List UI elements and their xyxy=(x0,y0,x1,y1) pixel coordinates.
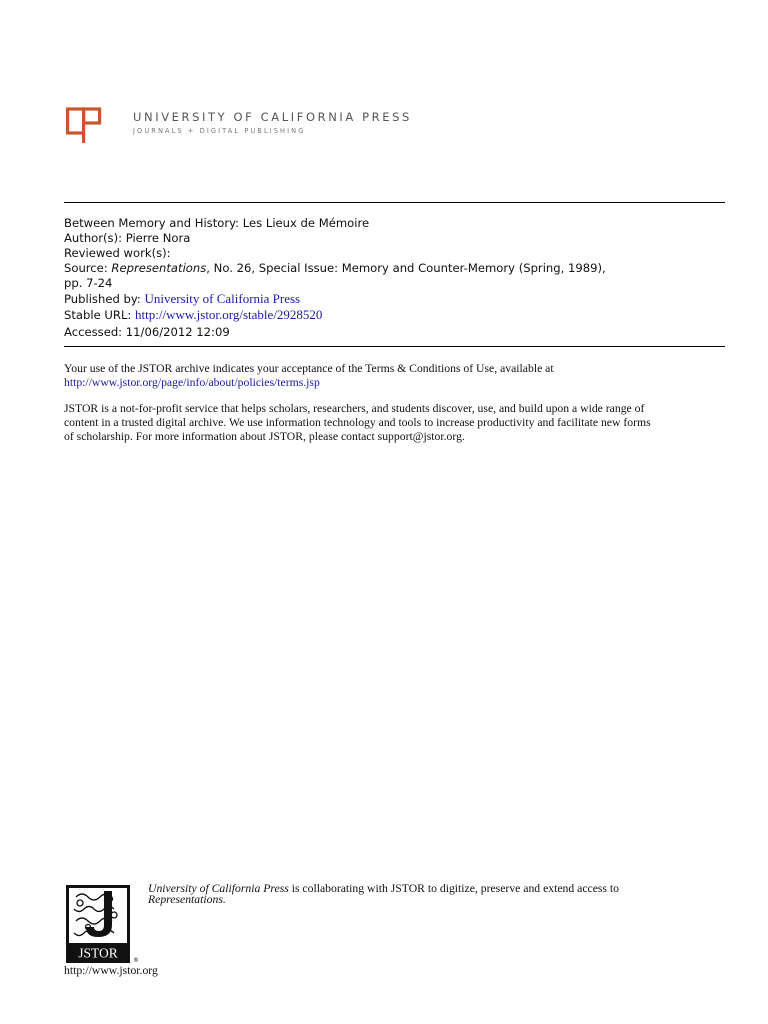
svg-text:®: ® xyxy=(133,957,139,964)
terms-link[interactable]: http://www.jstor.org/page/info/about/policies/terms.jsp xyxy=(64,376,320,389)
collaboration-statement: is collaborating with JSTOR to digitize, preserve and extend access to xyxy=(288,882,619,895)
published-by-line xyxy=(64,291,724,307)
terms-text: Your use of the JSTOR archive indicates your acceptance of the Terms & Conditions of Use, available at xyxy=(64,362,554,375)
collaboration-text xyxy=(148,883,708,905)
jstor-about-line-2: content in a trusted digital archive. We use information technology and tools to increase productivity and facilitate new forms xyxy=(64,416,651,429)
authors-value: Pierre Nora xyxy=(125,231,191,245)
jstor-about xyxy=(64,402,734,444)
accessed-label: Accessed: xyxy=(64,325,123,339)
collaboration-journal: Representations. xyxy=(148,893,226,906)
terms-notice xyxy=(64,362,734,390)
stable-url-line xyxy=(64,307,724,323)
stable-url-link[interactable]: http://www.jstor.org/stable/2928520 xyxy=(135,307,323,322)
authors-line xyxy=(64,231,724,246)
accessed-value: 11/06/2012 12:09 xyxy=(125,325,230,339)
jstor-about-line-3: of scholarship. For more information about JSTOR, please contact support@jstor.org. xyxy=(64,430,465,443)
jstor-home-url: http://www.jstor.org xyxy=(64,964,158,977)
publisher-name: UNIVERSITY OF CALIFORNIA PRESS xyxy=(133,110,412,124)
jstor-logo-wordmark: JSTOR xyxy=(78,945,118,961)
citation-block xyxy=(64,216,724,340)
publisher-link[interactable]: University of California Press xyxy=(144,291,301,306)
source-line xyxy=(64,261,724,276)
collaboration-publisher: University of California Press xyxy=(148,882,289,895)
source-details: , No. 26, Special Issue: Memory and Counter-Memory (Spring, 1989), xyxy=(206,261,606,275)
source-journal: Representations xyxy=(111,261,207,275)
publisher-header xyxy=(66,104,506,148)
top-divider xyxy=(64,202,725,203)
authors-label: Author(s): xyxy=(64,231,123,245)
article-title: Between Memory and History: Les Lieux de Mémoire xyxy=(64,216,370,230)
publisher-tagline: JOURNALS + DIGITAL PUBLISHING xyxy=(133,127,306,135)
source-label: Source: xyxy=(64,261,108,275)
jstor-about-line-1: JSTOR is a not-for-profit service that helps scholars, researchers, and students discover, use, and build upon a wide range of xyxy=(64,402,645,415)
accessed-line xyxy=(64,325,724,340)
published-label: Published by: xyxy=(64,292,141,306)
collaboration-footer xyxy=(64,882,744,982)
stable-url-label: Stable URL: xyxy=(64,308,132,322)
ucp-logo-icon xyxy=(66,104,102,144)
reviewed-works-line: Reviewed work(s): xyxy=(64,246,171,260)
terms-section xyxy=(64,362,734,444)
source-pages: pp. 7-24 xyxy=(64,276,113,290)
middle-divider xyxy=(64,346,725,347)
jstor-logo-icon xyxy=(66,885,138,963)
